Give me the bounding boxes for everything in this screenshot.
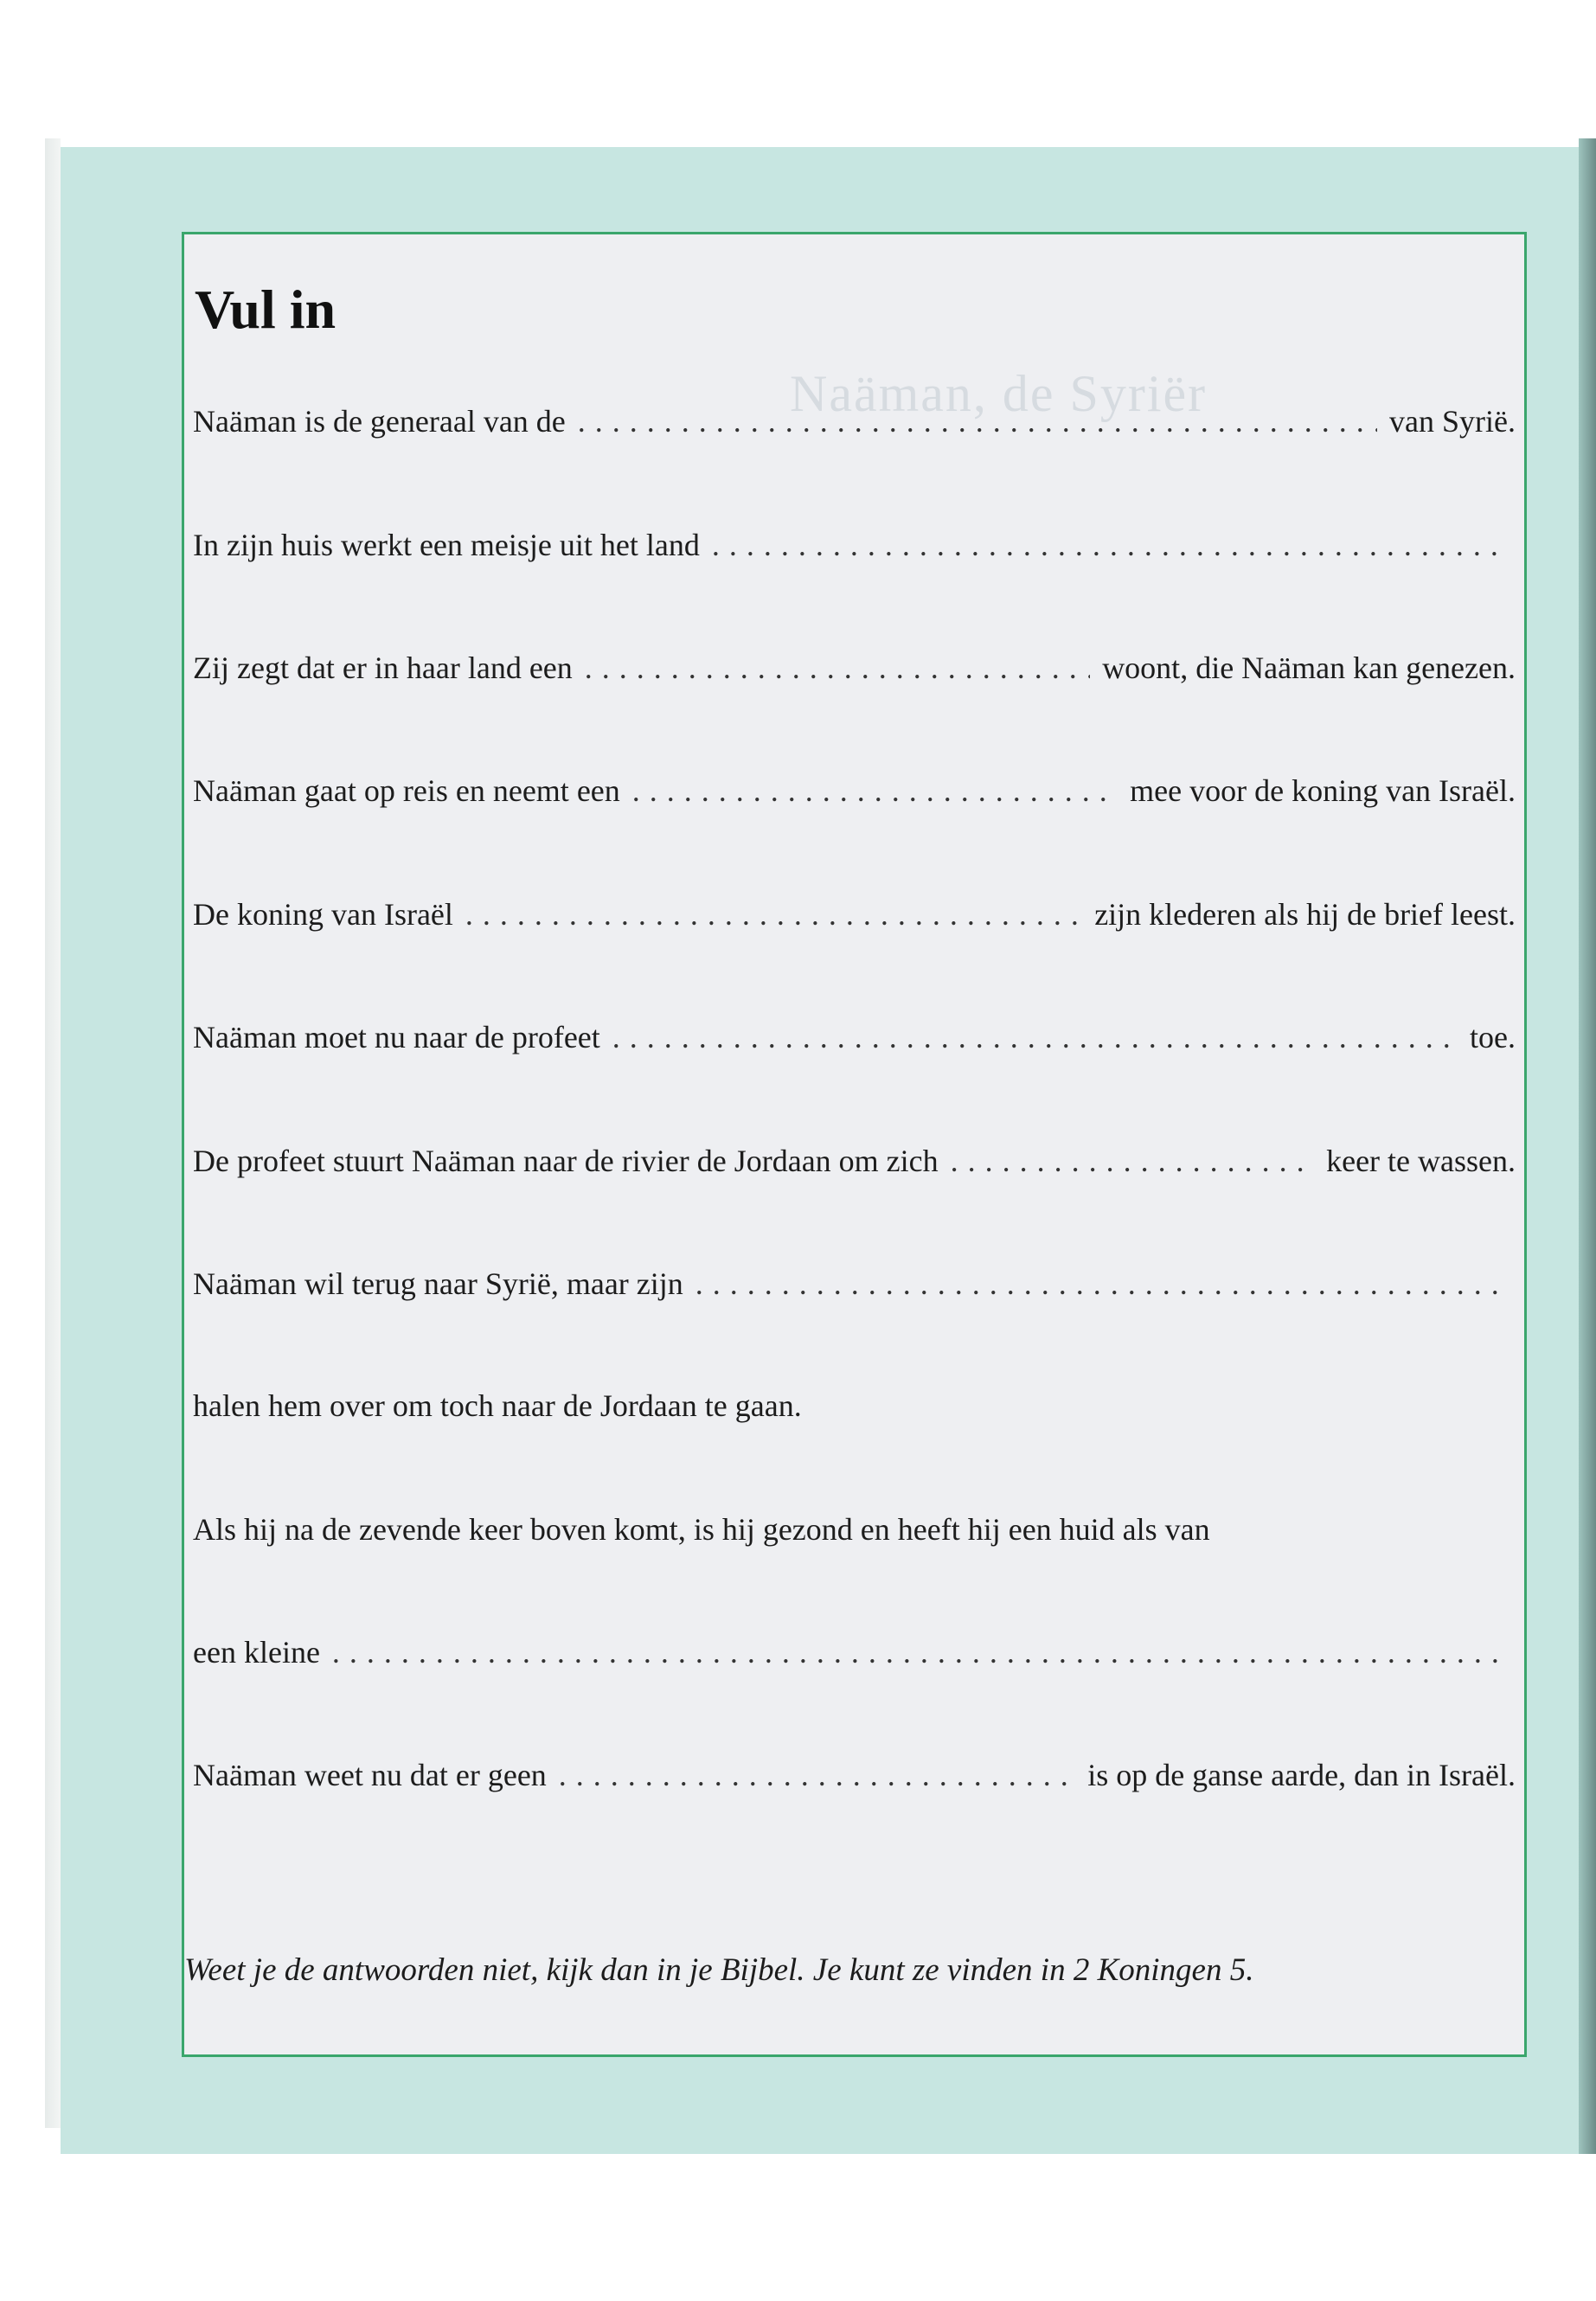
answer-blank-5[interactable]	[465, 896, 1082, 933]
answer-blank-6[interactable]	[612, 1019, 1458, 1055]
line-text-before: De profeet stuurt Naäman naar de rivier de Jordaan om zich	[193, 1144, 939, 1178]
answer-blank-2[interactable]	[712, 527, 1503, 563]
line-text-after: toe.	[1470, 1020, 1516, 1054]
line-text-before: Naäman weet nu dat er geen	[193, 1758, 547, 1792]
show-through-text: Naäman, de Syriër	[790, 365, 1208, 422]
fill-in-line-1	[193, 403, 1516, 446]
line-text-before: Naäman is de generaal van de	[193, 404, 566, 439]
answer-blank-10[interactable]	[559, 1757, 1075, 1793]
fill-in-line-4	[193, 772, 1516, 816]
fill-in-worksheet	[182, 232, 1527, 2057]
answer-blank-1[interactable]	[578, 403, 1377, 439]
line-text-after: keer te wassen.	[1326, 1144, 1516, 1178]
answer-blank-9[interactable]	[332, 1634, 1503, 1670]
fill-in-line-5	[193, 896, 1516, 939]
answer-blank-7[interactable]	[951, 1143, 1314, 1179]
line-text-before: Als hij na de zevende keer boven komt, is hij gezond en heeft hij een huid als van	[193, 1512, 1210, 1547]
fill-in-line-6	[193, 1019, 1516, 1062]
answer-blank-3[interactable]	[585, 650, 1090, 686]
line-text-after: mee voor de koning van Israël.	[1130, 773, 1516, 808]
line-text-before: halen hem over om toch naar de Jordaan te gaan.	[193, 1388, 802, 1423]
answer-blank-4[interactable]	[632, 772, 1118, 809]
line-text-before: Zij zegt dat er in haar land een	[193, 651, 573, 685]
fill-in-line-8	[193, 1266, 1516, 1309]
line-text-after: zijn klederen als hij de brief leest.	[1094, 897, 1516, 932]
worksheet-title: Vul in	[195, 279, 337, 340]
line-text-before: een kleine	[193, 1635, 320, 1670]
book-spine	[1579, 138, 1596, 2154]
line-text-after: is op de ganse aarde, dan in Israël.	[1087, 1758, 1516, 1792]
line-text-before: Naäman moet nu naar de profeet	[193, 1020, 600, 1054]
fill-in-line-10	[193, 1511, 1516, 1554]
fill-in-line-12	[193, 1757, 1516, 1800]
answer-blank-8[interactable]	[695, 1266, 1503, 1302]
fill-in-line-9	[193, 1388, 1516, 1431]
footer-hint: Weet je de antwoorden niet, kijk dan in je Bijbel. Je kunt ze vinden in 2 Koningen 5.	[184, 1952, 1254, 1988]
line-text-before: Naäman gaat op reis en neemt een	[193, 773, 620, 808]
fill-in-line-11	[193, 1634, 1516, 1677]
line-text-after: woont, die Naäman kan genezen.	[1102, 651, 1516, 685]
line-text-before: De koning van Israël	[193, 897, 453, 932]
fill-in-line-2	[193, 527, 1516, 570]
fill-in-line-7	[193, 1143, 1516, 1186]
line-text-after: van Syrië.	[1389, 404, 1516, 439]
line-text-before: Naäman wil terug naar Syrië, maar zijn	[193, 1266, 683, 1301]
scan-paper-edge	[45, 138, 61, 2128]
fill-in-line-3	[193, 650, 1516, 693]
line-text-before: In zijn huis werkt een meisje uit het land	[193, 528, 700, 562]
